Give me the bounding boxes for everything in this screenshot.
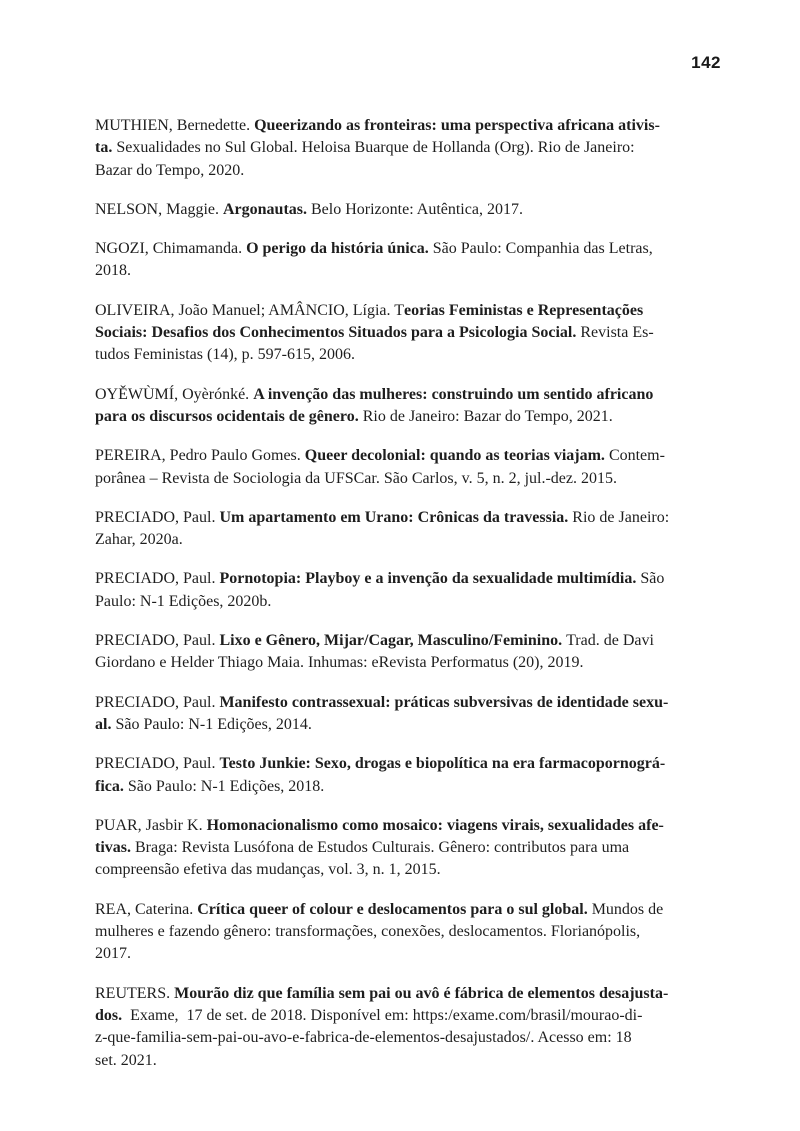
reference-text-segment: Paulo: N-1 Edições, 2020b. [95,592,272,610]
reference-title-segment: fica. [95,777,128,795]
reference-line [95,1027,721,1049]
reference-line [95,630,721,652]
reference-line [95,468,721,490]
reference-title-segment: Mourão diz que família sem pai ou avô é fábrica de elementos desajusta- [174,984,669,1002]
reference-line [95,507,721,529]
reference-text-segment: Braga: Revista Lusófona de Estudos Culturais. Gênero: contributos para uma [135,839,630,857]
reference-entry [95,692,721,737]
reference-title-segment: Crítica queer of colour e deslocamentos para o sul global. [197,900,592,918]
reference-line [95,921,721,943]
reference-title-segment: Lixo e Gênero, Mijar/Cagar, Masculino/Feminino. [219,632,567,650]
reference-title-segment: Argonautas. [222,200,311,218]
reference-title-segment: eorias Feministas e Representações [404,301,644,319]
reference-text-segment: REUTERS. [95,984,175,1002]
reference-title-segment: Sociais: Desafios dos Conhecimentos Situados para a Psicologia Social. [95,324,581,342]
reference-title-segment: Homonacionalismo como mosaico: viagens virais, sexualidades afe- [206,816,664,834]
reference-entry [95,753,721,798]
reference-title-segment: al. [95,715,116,733]
reference-title-segment: dos. [95,1006,127,1024]
reference-title-segment: Queer decolonial: quando as teorias viajam. [304,447,609,465]
reference-line [95,591,721,613]
reference-entry [95,199,721,221]
reference-text-segment: Revista Es- [580,324,654,342]
reference-entry [95,300,721,367]
reference-text-segment: São Paulo: N-1 Edições, 2014. [115,715,312,733]
reference-text-segment: set. 2021. [95,1051,157,1069]
reference-text-segment: Zahar, 2020a. [95,531,183,549]
reference-entry [95,238,721,283]
reference-text-segment: PRECIADO, Paul. [95,570,220,588]
reference-entry [95,983,721,1072]
reference-line [95,260,721,282]
reference-line [95,837,721,859]
reference-text-segment: tudos Feministas (14), p. 597-615, 2006. [95,346,355,364]
reference-line [95,137,721,159]
reference-text-segment: OLIVEIRA, João Manuel; AMÂNCIO, Lígia. T [95,301,404,319]
reference-line [95,1050,721,1072]
reference-title-segment: A invenção das mulheres: construindo um sentido africano [253,385,654,403]
reference-line [95,776,721,798]
reference-text-segment: 2018. [95,262,131,280]
reference-line [95,160,721,182]
reference-text-segment: REA, Caterina. [95,900,198,918]
reference-entry [95,507,721,552]
reference-line [95,815,721,837]
reference-text-segment: PEREIRA, Pedro Paulo Gomes. [95,447,305,465]
reference-text-segment: PRECIADO, Paul. [95,693,220,711]
reference-text-segment: NGOZI, Chimamanda. [95,240,247,258]
reference-text-segment: Bazar do Tempo, 2020. [95,161,245,179]
reference-title-segment: tivas. [95,839,135,857]
reference-line [95,692,721,714]
reference-line [95,568,721,590]
reference-line [95,714,721,736]
reference-text-segment: porânea – Revista de Sociologia da UFSCar. São Carlos, v. 5, n. 2, jul.-dez. 2015. [95,469,617,487]
reference-text-segment: São Paulo: N-1 Edições, 2018. [127,777,325,795]
reference-text-segment: Contem- [608,447,665,465]
reference-line [95,445,721,467]
reference-title-segment: Queerizando as fronteiras: uma perspectiva africana ativis- [254,117,660,134]
reference-entry [95,384,721,429]
reference-line [95,753,721,775]
reference-line [95,529,721,551]
reference-line [95,983,721,1005]
reference-text-segment: São Paulo: Companhia das Letras, [432,240,653,258]
reference-entry [95,630,721,675]
reference-text-segment: Sexualidades no Sul Global. Heloisa Buarque de Hollanda (Org). Rio de Janeiro: [116,139,635,157]
reference-text-segment: Rio de Janeiro: Bazar do Tempo, 2021. [362,407,613,425]
reference-title-segment: Pornotopia: Playboy e a invenção da sexualidade multimídia. [219,570,641,588]
reference-title-segment: Manifesto contrassexual: práticas subversivas de identidade sexu- [219,693,669,711]
reference-entry [95,899,721,966]
reference-text-segment: compreensão efetiva das mudanças, vol. 3, n. 1, 2015. [95,861,441,879]
reference-text-segment: PRECIADO, Paul. [95,755,220,773]
reference-text-segment: Exame, 17 de set. de 2018. Disponível em: https:/exame.com/brasil/mourao-di- [126,1006,643,1024]
reference-line [95,943,721,965]
reference-line [95,322,721,344]
reference-line [95,384,721,406]
reference-title-segment: Um apartamento em Urano: Crônicas da travessia. [219,508,573,526]
reference-line [95,1005,721,1027]
reference-line [95,238,721,260]
reference-title-segment: Testo Junkie: Sexo, drogas e biopolítica na era farmacopornográ- [219,755,666,773]
reference-title-segment: O perigo da história única. [246,240,433,258]
reference-line [95,115,721,137]
reference-line [95,406,721,428]
reference-text-segment: mulheres e fazendo gênero: transformações, conexões, deslocamentos. Florianópolis, [95,923,641,941]
reference-text-segment: PRECIADO, Paul. [95,508,220,526]
reference-text-segment: 2017. [95,945,131,963]
reference-text-segment: Giordano e Helder Thiago Maia. Inhumas: eRevista Performatus (20), 2019. [95,654,584,672]
reference-text-segment: Belo Horizonte: Autêntica, 2017. [311,200,523,218]
reference-text-segment: Trad. de Davi [566,632,654,650]
reference-text-segment: Mundos de [591,900,664,918]
reference-text-segment: NELSON, Maggie. [95,200,223,218]
reference-line [95,899,721,921]
reference-title-segment: para os discursos ocidentais de gênero. [95,407,363,425]
reference-entry [95,815,721,882]
reference-line [95,199,721,221]
page-number: 142 [691,53,721,72]
reference-line [95,300,721,322]
page-header [95,54,721,71]
reference-line [95,652,721,674]
reference-text-segment: São [640,570,665,588]
reference-text-segment: PUAR, Jasbir K. [95,816,207,834]
reference-entry [95,115,721,182]
reference-title-segment: ta. [95,139,117,157]
reference-line [95,344,721,366]
reference-line [95,859,721,881]
reference-text-segment: Rio de Janeiro: [572,508,670,526]
references-list [95,115,721,1072]
reference-entry [95,568,721,613]
reference-text-segment: PRECIADO, Paul. [95,632,220,650]
reference-entry [95,445,721,490]
reference-text-segment: OYĚWÙMÍ, Oyèrónké. [95,385,254,403]
reference-text-segment: MUTHIEN, Bernedette. [95,117,255,134]
reference-text-segment: z-que-familia-sem-pai-ou-avo-e-fabrica-de-elementos-desajustados/. Acesso em: 18 [95,1029,632,1047]
